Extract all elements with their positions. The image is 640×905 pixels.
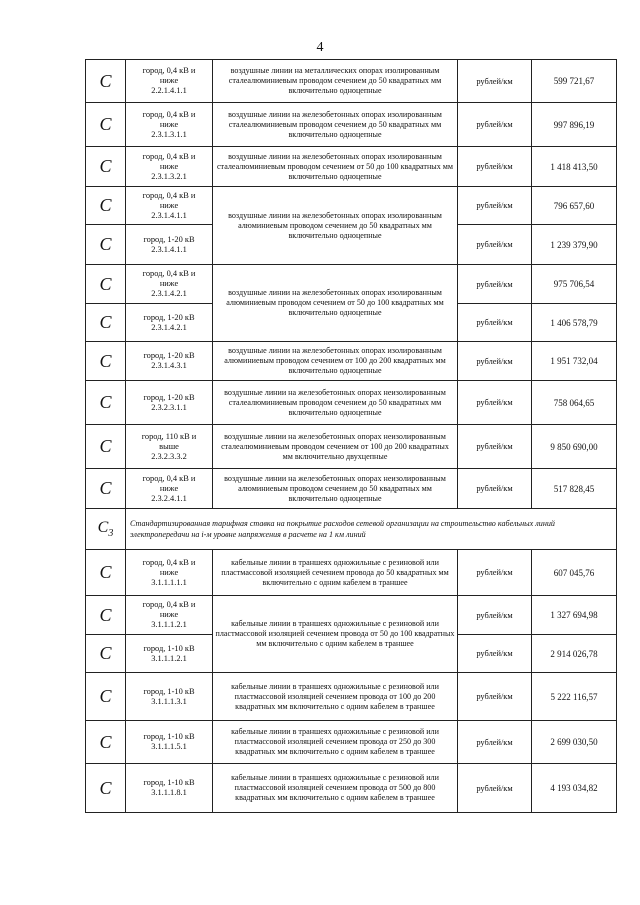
rate-symbol: C bbox=[86, 304, 126, 342]
rate-code: 2.3.2.3.3.2 bbox=[151, 451, 187, 461]
rate-code: 3.1.1.1.1.1 bbox=[151, 577, 187, 587]
rate-symbol: C bbox=[86, 103, 126, 147]
voltage-level: город, 0,4 кВ и ниже 2.3.1.3.1.1 bbox=[126, 103, 213, 147]
voltage-level: город, 0,4 кВ и ниже 2.3.1.4.1.1 bbox=[126, 187, 213, 225]
line-description: воздушные линии на железобетонных опорах неизолированным сталеалюминиевым проводом сечением до 50 квадратных мм включительно одноцепные bbox=[213, 381, 458, 425]
table-row bbox=[86, 673, 617, 721]
rate-value: 1 418 413,50 bbox=[532, 147, 617, 187]
rate-value: 796 657,60 bbox=[532, 187, 617, 225]
unit: рублей/км bbox=[458, 147, 532, 187]
unit: рублей/км bbox=[458, 635, 532, 673]
rate-value: 2 699 030,50 bbox=[532, 721, 617, 764]
rate-symbol: C bbox=[86, 425, 126, 469]
table-row bbox=[86, 425, 617, 469]
rate-code: 2.3.1.3.1.1 bbox=[151, 129, 187, 139]
table-row bbox=[86, 721, 617, 764]
table-row bbox=[86, 342, 617, 381]
unit: рублей/км bbox=[458, 764, 532, 813]
rate-symbol: C bbox=[86, 342, 126, 381]
rate-symbol: C bbox=[86, 673, 126, 721]
rate-value: 1 327 694,98 bbox=[532, 596, 617, 635]
table-row bbox=[86, 381, 617, 425]
rate-symbol: C bbox=[86, 550, 126, 596]
table-row bbox=[86, 764, 617, 813]
line-description: кабельные линии в траншеях одножильные с резиновой или пластмассовой изоляцией сечением провода до 50 квадратных мм включительно с одним кабелем в траншее bbox=[213, 550, 458, 596]
voltage-level: город, 0,4 кВ и ниже 2.2.1.4.1.1 bbox=[126, 60, 213, 103]
rate-code: 2.3.1.4.1.1 bbox=[151, 244, 187, 254]
table-row bbox=[86, 265, 617, 304]
voltage-level: город, 1-10 кВ 3.1.1.1.2.1 bbox=[126, 635, 213, 673]
line-description: воздушные линии на железобетонных опорах изолированным алюминиевым проводом сечением от 100 до 200 квадратных мм включительно одноцепные bbox=[213, 342, 458, 381]
line-description: воздушные линии на железобетонных опорах неизолированным алюминиевым проводом сечением до 50 квадратных мм включительно одноцепные bbox=[213, 469, 458, 509]
table-row bbox=[86, 550, 617, 596]
rate-value: 758 064,65 bbox=[532, 381, 617, 425]
rate-value: 607 045,76 bbox=[532, 550, 617, 596]
unit: рублей/км bbox=[458, 304, 532, 342]
rate-code: 3.1.1.1.5.1 bbox=[151, 742, 187, 751]
rate-code: 3.1.1.1.2.1 bbox=[151, 620, 187, 629]
line-description: кабельные линии в траншеях одножильные с резиновой или пластмассовой изоляцией сечением провода от 50 до 100 квадратных мм включительно с одним кабелем в траншее bbox=[213, 596, 458, 673]
rate-value: 1 406 578,79 bbox=[532, 304, 617, 342]
rate-symbol: C bbox=[86, 187, 126, 225]
voltage-level: город, 1-20 кВ 2.3.1.4.1.1 bbox=[126, 225, 213, 265]
rate-code: 2.3.1.4.2.1 bbox=[151, 289, 187, 298]
voltage-level: город, 0,4 кВ и ниже 2.3.1.4.2.1 bbox=[126, 265, 213, 304]
table-row bbox=[86, 103, 617, 147]
unit: рублей/км bbox=[458, 721, 532, 764]
line-description: кабельные линии в траншеях одножильные с резиновой или пластмассовой изоляцией сечением провода от 250 до 300 квадратных мм включительно с одним кабелем в траншее bbox=[213, 721, 458, 764]
rate-value: 599 721,67 bbox=[532, 60, 617, 103]
rate-symbol: C bbox=[86, 469, 126, 509]
voltage-level: город, 1-10 кВ 3.1.1.1.5.1 bbox=[126, 721, 213, 764]
table-row bbox=[86, 147, 617, 187]
line-description: воздушные линии на железобетонных опорах изолированным алюминиевым проводом сечением до 50 квадратных мм включительно одноцепные bbox=[213, 187, 458, 265]
voltage-level: город, 1-20 кВ 2.3.1.4.3.1 bbox=[126, 342, 213, 381]
table-row bbox=[86, 60, 617, 103]
rate-value: 1 951 732,04 bbox=[532, 342, 617, 381]
unit: рублей/км bbox=[458, 225, 532, 265]
voltage-level: город, 0,4 кВ и ниже 3.1.1.1.1.1 bbox=[126, 550, 213, 596]
rate-value: 4 193 034,82 bbox=[532, 764, 617, 813]
voltage-level: город, 1-10 кВ 3.1.1.1.8.1 bbox=[126, 764, 213, 813]
rate-code: 3.1.1.1.3.1 bbox=[151, 696, 187, 706]
rate-code: 2.3.2.3.1.1 bbox=[151, 402, 187, 412]
page-number: 4 bbox=[316, 40, 324, 55]
rate-value: 1 239 379,90 bbox=[532, 225, 617, 265]
rate-symbol: C bbox=[86, 596, 126, 635]
line-description: кабельные линии в траншеях одножильные с резиновой или пластмассовой изоляцией сечением провода от 100 до 200 квадратных мм включительно с одним кабелем в траншее bbox=[213, 673, 458, 721]
rate-symbol: C bbox=[86, 60, 126, 103]
unit: рублей/км bbox=[458, 381, 532, 425]
rate-symbol: C bbox=[86, 147, 126, 187]
unit: рублей/км bbox=[458, 342, 532, 381]
line-description: воздушные линии на железобетонных опорах неизолированным сталеалюминиевым проводом сечением от 100 до 200 квадратных мм включительно двухцепные bbox=[213, 425, 458, 469]
voltage-level: город, 1-20 кВ 2.3.2.3.1.1 bbox=[126, 381, 213, 425]
voltage-level: город, 0,4 кВ и ниже 2.3.1.3.2.1 bbox=[126, 147, 213, 187]
rate-symbol: C bbox=[86, 721, 126, 764]
line-description: кабельные линии в траншеях одножильные с резиновой или пластмассовой изоляцией сечением провода от 500 до 800 квадратных мм включительно с одним кабелем в траншее bbox=[213, 764, 458, 813]
rate-value: 517 828,45 bbox=[532, 469, 617, 509]
tariff-table bbox=[85, 59, 617, 813]
unit: рублей/км bbox=[458, 60, 532, 103]
unit: рублей/км bbox=[458, 425, 532, 469]
unit: рублей/км bbox=[458, 187, 532, 225]
rate-value: 5 222 116,57 bbox=[532, 673, 617, 721]
unit: рублей/км bbox=[458, 673, 532, 721]
section-title: Стандартизированная тарифная ставка на покрытие расходов сетевой организации на строительство кабельных линий электропередачи на i-м уровне напряжения в расчете на 1 км линий bbox=[126, 509, 617, 550]
voltage-level: город, 1-10 кВ 3.1.1.1.3.1 bbox=[126, 673, 213, 721]
rate-code: 2.3.1.3.2.1 bbox=[151, 171, 187, 181]
rate-symbol: C bbox=[86, 764, 126, 813]
rate-symbol: C bbox=[86, 381, 126, 425]
unit: рублей/км bbox=[458, 103, 532, 147]
table-row bbox=[86, 469, 617, 509]
rate-code: 3.1.1.1.8.1 bbox=[151, 788, 187, 797]
voltage-level: город, 1-20 кВ 2.3.1.4.2.1 bbox=[126, 304, 213, 342]
rate-symbol: C bbox=[86, 225, 126, 265]
voltage-level: город, 0,4 кВ и ниже 2.3.2.4.1.1 bbox=[126, 469, 213, 509]
rate-code: 2.3.1.4.3.1 bbox=[151, 361, 187, 370]
voltage-level: город, 0,4 кВ и ниже 3.1.1.1.2.1 bbox=[126, 596, 213, 635]
rate-code: 2.3.1.4.1.1 bbox=[151, 210, 187, 220]
line-description: воздушные линии на железобетонных опорах изолированным алюминиевым проводом сечением от 50 до 100 квадратных мм включительно одноцепные bbox=[213, 265, 458, 342]
rate-value: 975 706,54 bbox=[532, 265, 617, 304]
unit: рублей/км bbox=[458, 265, 532, 304]
section-symbol: $C_3$ bbox=[86, 509, 126, 550]
rate-symbol: C bbox=[86, 265, 126, 304]
rate-code: 3.1.1.1.2.1 bbox=[151, 653, 187, 663]
table-row bbox=[86, 187, 617, 225]
line-description: воздушные линии на металлических опорах изолированным сталеалюминиевым проводом сечением до 50 квадратных мм включительно одноцепные bbox=[213, 60, 458, 103]
rate-value: 9 850 690,00 bbox=[532, 425, 617, 469]
rate-code: 2.2.1.4.1.1 bbox=[151, 86, 187, 95]
table-row bbox=[86, 596, 617, 635]
line-description: воздушные линии на железобетонных опорах изолированным сталеалюминиевым проводом сечением от 50 до 100 квадратных мм включительно одноцепные bbox=[213, 147, 458, 187]
rate-value: 997 896,19 bbox=[532, 103, 617, 147]
unit: рублей/км bbox=[458, 469, 532, 509]
rate-code: 2.3.2.4.1.1 bbox=[151, 493, 187, 503]
voltage-level: город, 110 кВ и выше 2.3.2.3.3.2 bbox=[126, 425, 213, 469]
unit: рублей/км bbox=[458, 596, 532, 635]
rate-symbol: C bbox=[86, 635, 126, 673]
unit: рублей/км bbox=[458, 550, 532, 596]
rate-value: 2 914 026,78 bbox=[532, 635, 617, 673]
rate-code: 2.3.1.4.2.1 bbox=[151, 322, 187, 332]
line-description: воздушные линии на железобетонных опорах изолированным сталеалюминиевым проводом сечением до 50 квадратных мм включительно одноцепные bbox=[213, 103, 458, 147]
section-header-row bbox=[86, 509, 617, 550]
